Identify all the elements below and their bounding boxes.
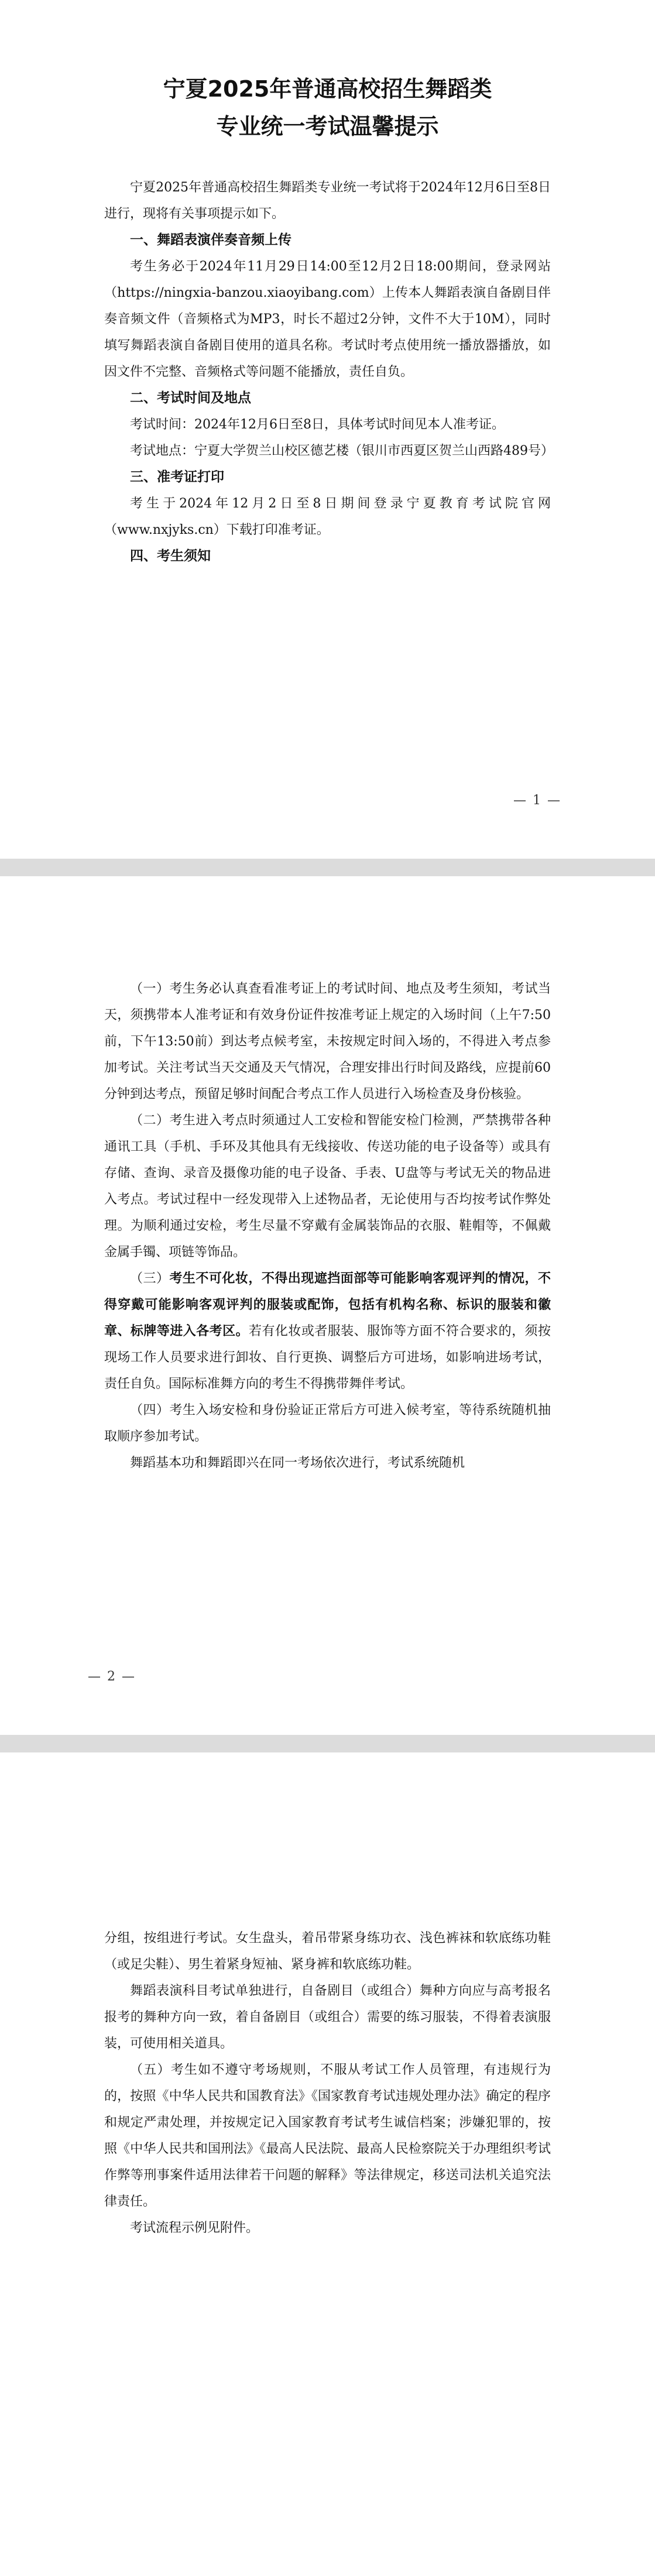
notice-item-5-continued: 分组，按组进行考试。女生盘头，着吊带紧身练功衣、浅色裤袜和软底练功鞋（或足尖鞋）、男生着紧身短袖、紧身裤和软底练功鞋。 xyxy=(104,1931,551,1972)
page-2 xyxy=(0,876,655,1735)
notice-item-3-prefix: （三） xyxy=(130,1271,170,1286)
notice-item-3 xyxy=(104,1265,551,1397)
notice-item-3-bold: 考生不可化妆，不得出现遮挡面部等可能影响客观评判的情况，不得穿戴可能影响客观评判的服装或配饰，包括有机构名称、标识的服装和徽章、标牌等进入各考区。 xyxy=(104,1271,551,1339)
notice-item-7: （五）考生如不遵守考场规则，不服从考试工作人员管理，有违规行为的，按照《中华人民共和国教育法》《国家教育考试违规处理办法》确定的程序和规定严肃处理，并按规定记入国家教育考试考生诚信档案；涉嫌犯罪的，按照《中华人民共和国刑法》《最高人民法院、最高人民检察院关于办理组织考试作弊等刑事案件适用法律若干问题的解释》等法律规定，移送司法机关追究法律责任。 xyxy=(104,2063,551,2209)
page-1 xyxy=(0,0,655,859)
notice-item-3-rest: 若有化妆或者服装、服饰等方面不符合要求的，须按现场工作人员要求进行卸妆、自行更换、调整后方可进场，如影响进场考试，责任自负。国际标准舞方向的考生不得携带舞伴考试。 xyxy=(104,1324,551,1391)
title-line-1: 宁夏2025年普通高校招生舞蹈类 xyxy=(163,76,492,102)
section-2-location: 考试地点：宁夏大学贺兰山校区德艺楼（银川市西夏区贺兰山西路489号） xyxy=(130,444,554,458)
section-1-heading: 一、舞蹈表演伴奏音频上传 xyxy=(130,232,292,248)
page-1-body xyxy=(104,174,554,570)
notice-item-6: 舞蹈表演科目考试单独进行，自备剧目（或组合）舞种方向应与高考报名报考的舞种方向一致，着自备剧目（或组合）需要的练习服装，不得着表演服装，可使用相关道具。 xyxy=(104,1984,551,2051)
page-2-body xyxy=(104,876,551,1476)
section-2-heading: 二、考试时间及地点 xyxy=(130,390,251,406)
document-title xyxy=(104,0,551,145)
notice-item-1: （一）考生务必认真查看准考证上的考试时间、地点及考生须知，考试当天，须携带本人准考证和有效身份证件按准考证上规定的入场时间（上午7:50前，下午13:50前）到达考点候考室，未按规定时间入场的，不得进入考点参加考试。关注考试当天交通及天气情况，合理安排出行时间及路线，应提前60分钟到达考点，预留足够时间配合考点工作人员进行入场检查及身份核验。 xyxy=(104,982,551,1102)
section-4-heading: 四、考生须知 xyxy=(130,548,211,564)
notice-item-2: （二）考生进入考点时须通过人工安检和智能安检门检测，严禁携带各种通讯工具（手机、手环及其他具有无线接收、传送功能的电子设备等）或具有存储、查询、录音及摄像功能的电子设备、手表、U盘等与考试无关的物品进入考点。考试过程中一经发现带入上述物品者，无论使用与否均按考试作弊处理。为顺利通过安检，考生尽量不穿戴有金属装饰品的衣服、鞋帽等，不佩戴金属手镯、项链等饰品。 xyxy=(104,1113,551,1260)
page-number-1: — 1 — xyxy=(513,793,561,808)
title-line-2: 专业统一考试温馨提示 xyxy=(216,114,439,139)
section-2-time: 考试时间：2024年12月6日至8日，具体考试时间见本人准考证。 xyxy=(130,417,505,432)
page-3 xyxy=(0,1752,655,2576)
section-3-paragraph: 考生于2024年12月2日至8日期间登录宁夏教育考试院官网（www.nxjyks.cn）下载打印准考证。 xyxy=(104,496,551,537)
notice-item-4: （四）考生入场安检和身份验证正常后方可进入候考室，等待系统随机抽取顺序参加考试。 xyxy=(104,1403,551,1444)
section-1-paragraph: 考生务必于2024年11月29日14:00至12月2日18:00期间，登录网站（https://ningxia-banzou.xiaoyibang.com）上传本人舞蹈表演自备剧目伴奏音频文件（音频格式为MP3，时长不超过2分钟，文件不大于10M），同时填写舞蹈表演自备剧目使用的道具名称。考试时考点使用统一播放器播放，如因文件不完整、音频格式等问题不能播放，责任自负。 xyxy=(104,259,551,379)
intro-paragraph: 宁夏2025年普通高校招生舞蹈类专业统一考试将于2024年12月6日至8日进行，现将有关事项提示如下。 xyxy=(104,180,551,221)
attachment-note: 考试流程示例见附件。 xyxy=(130,2221,259,2235)
page-number-2: — 2 — xyxy=(88,1669,136,1684)
page-3-body xyxy=(104,1752,551,2241)
section-3-heading: 三、准考证打印 xyxy=(130,469,224,485)
notice-item-5-start: 舞蹈基本功和舞蹈即兴在同一考场依次进行，考试系统随机 xyxy=(130,1456,465,1470)
